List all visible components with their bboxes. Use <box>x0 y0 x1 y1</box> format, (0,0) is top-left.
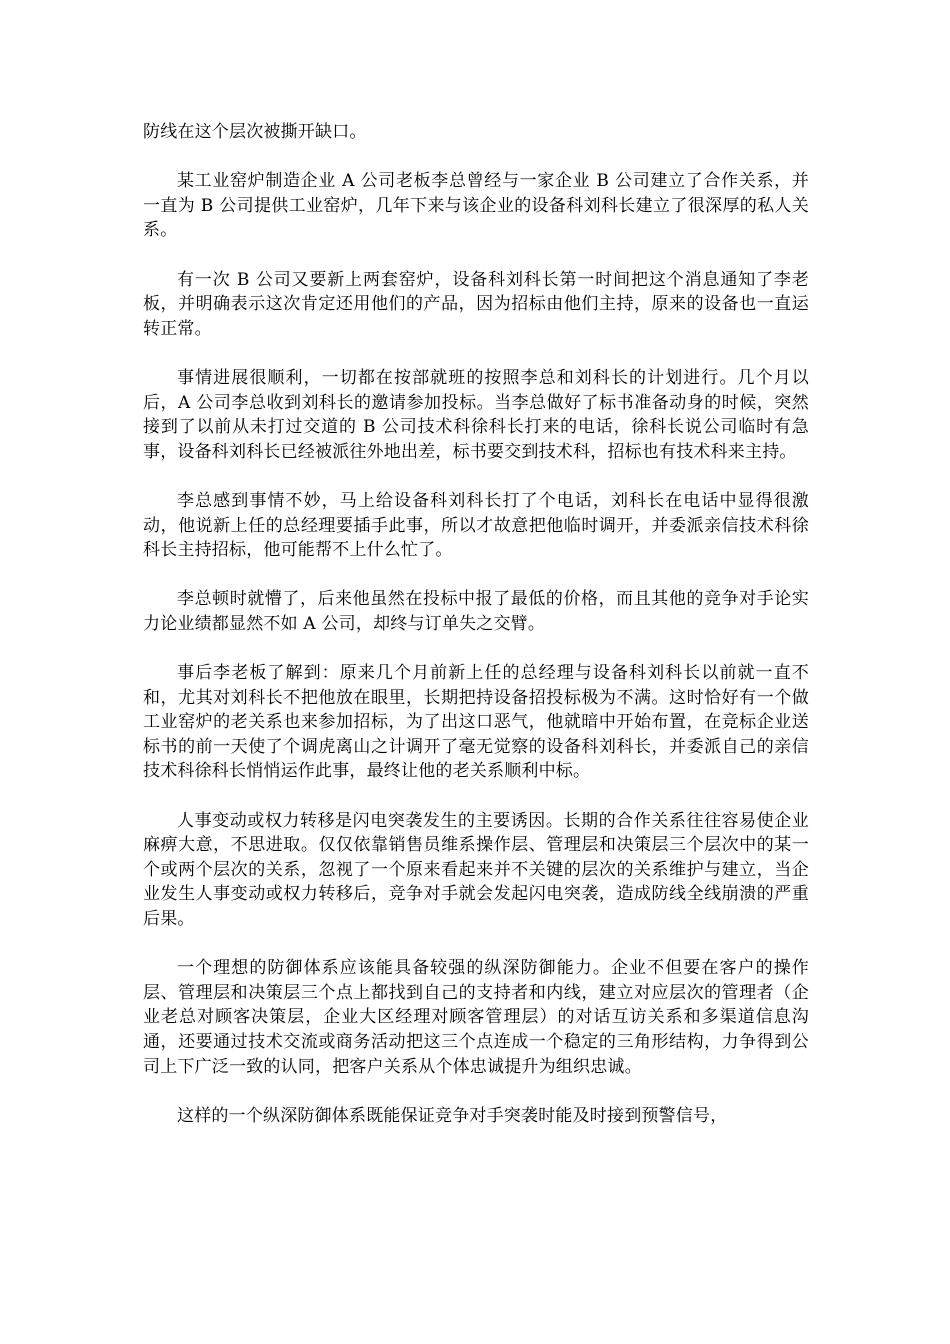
paragraph-aftermath: 事后李老板了解到：原来几个月前新上任的总经理与设备科刘科长以前就一直不和，尤其对刘科长不把他放在眼里，长期把持设备招投标极为不满。这时恰好有一个做工业窑炉的老关系也来参加招标，为了出这口恶气，他就暗中开始布置，在竞标企业送标书的前一天使了个调虎离山之计调开了毫无觉察的设备科刘科长，并委派自己的亲信技术科徐科长悄悄运作此事，最终让他的老关系顺利中标。 <box>143 663 809 782</box>
paragraph-case-background: 某工业窑炉制造企业 A 公司老板李总曾经与一家企业 B 公司建立了合作关系，并一直为 B 公司提供工业窑炉，几年下来与该企业的设备科刘科长建立了很深厚的私人关系。 <box>143 171 809 241</box>
paragraph-defense-system: 一个理想的防御体系应该能具备较强的纵深防御能力。企业不但要在客户的操作层、管理层和决策层三个点上都找到自己的支持者和内线，建立对应层次的管理者（企业老总对顾客决策层，企业大区经理对顾客管理层）的对话互访关系和多渠道信息沟通，还要通过技术交流或商务活动把这三个点连成一个稳定的三角形结构，力争得到公司上下广泛一致的认同，把客户关系从个体忠诚提升为组织忠诚。 <box>143 958 809 1077</box>
document-body <box>143 120 809 1153</box>
paragraph-lost-order: 李总顿时就懵了，后来他虽然在投标中报了最低的价格，而且其他的竞争对手论实力论业绩都显然不如 A 公司，却终与订单失之交臂。 <box>143 589 809 634</box>
paragraph-analysis: 人事变动或权力转移是闪电突袭发生的主要诱因。长期的合作关系往往容易使企业麻痹大意，不思进取。仅仅依靠销售员维系操作层、管理层和决策层三个层次中的某一个或两个层次的关系，忽视了一个原来看起来并不关键的层次的关系维护与建立，当企业发生人事变动或权力转移后，竞争对手就会发起闪电突袭，造成防线全线崩溃的严重后果。 <box>143 810 809 929</box>
paragraph-conclusion: 这样的一个纵深防御体系既能保证竞争对手突袭时能及时接到预警信号， <box>177 1105 728 1126</box>
paragraph-new-kilns: 有一次 B 公司又要新上两套窑炉，设备科刘科长第一时间把这个消息通知了李老板，并明确表示这次肯定还用他们的产品，因为招标由他们主持，原来的设备也一直运转正常。 <box>143 269 809 339</box>
paragraph-continuation: 防线在这个层次被撕开缺口。 <box>143 122 367 142</box>
paragraph-progress: 事情进展很顺利，一切都在按部就班的按照李总和刘科长的计划进行。几个月以后，A 公司李总收到刘科长的邀请参加投标。当李总做好了标书准备动身的时候，突然接到了以前从未打过交道的 B 公司技术科徐科长打来的电话，徐科长说公司临时有急事，设备科刘科长已经被派往外地出差，标书要交到技术科，招标也有技术科来主持。 <box>143 367 809 462</box>
paragraph-phone-call: 李总感到事情不妙，马上给设备科刘科长打了个电话，刘科长在电话中显得很激动，他说新上任的总经理要插手此事，所以才故意把他临时调开，并委派亲信技术科徐科长主持招标，他可能帮不上什么忙了。 <box>143 490 809 561</box>
